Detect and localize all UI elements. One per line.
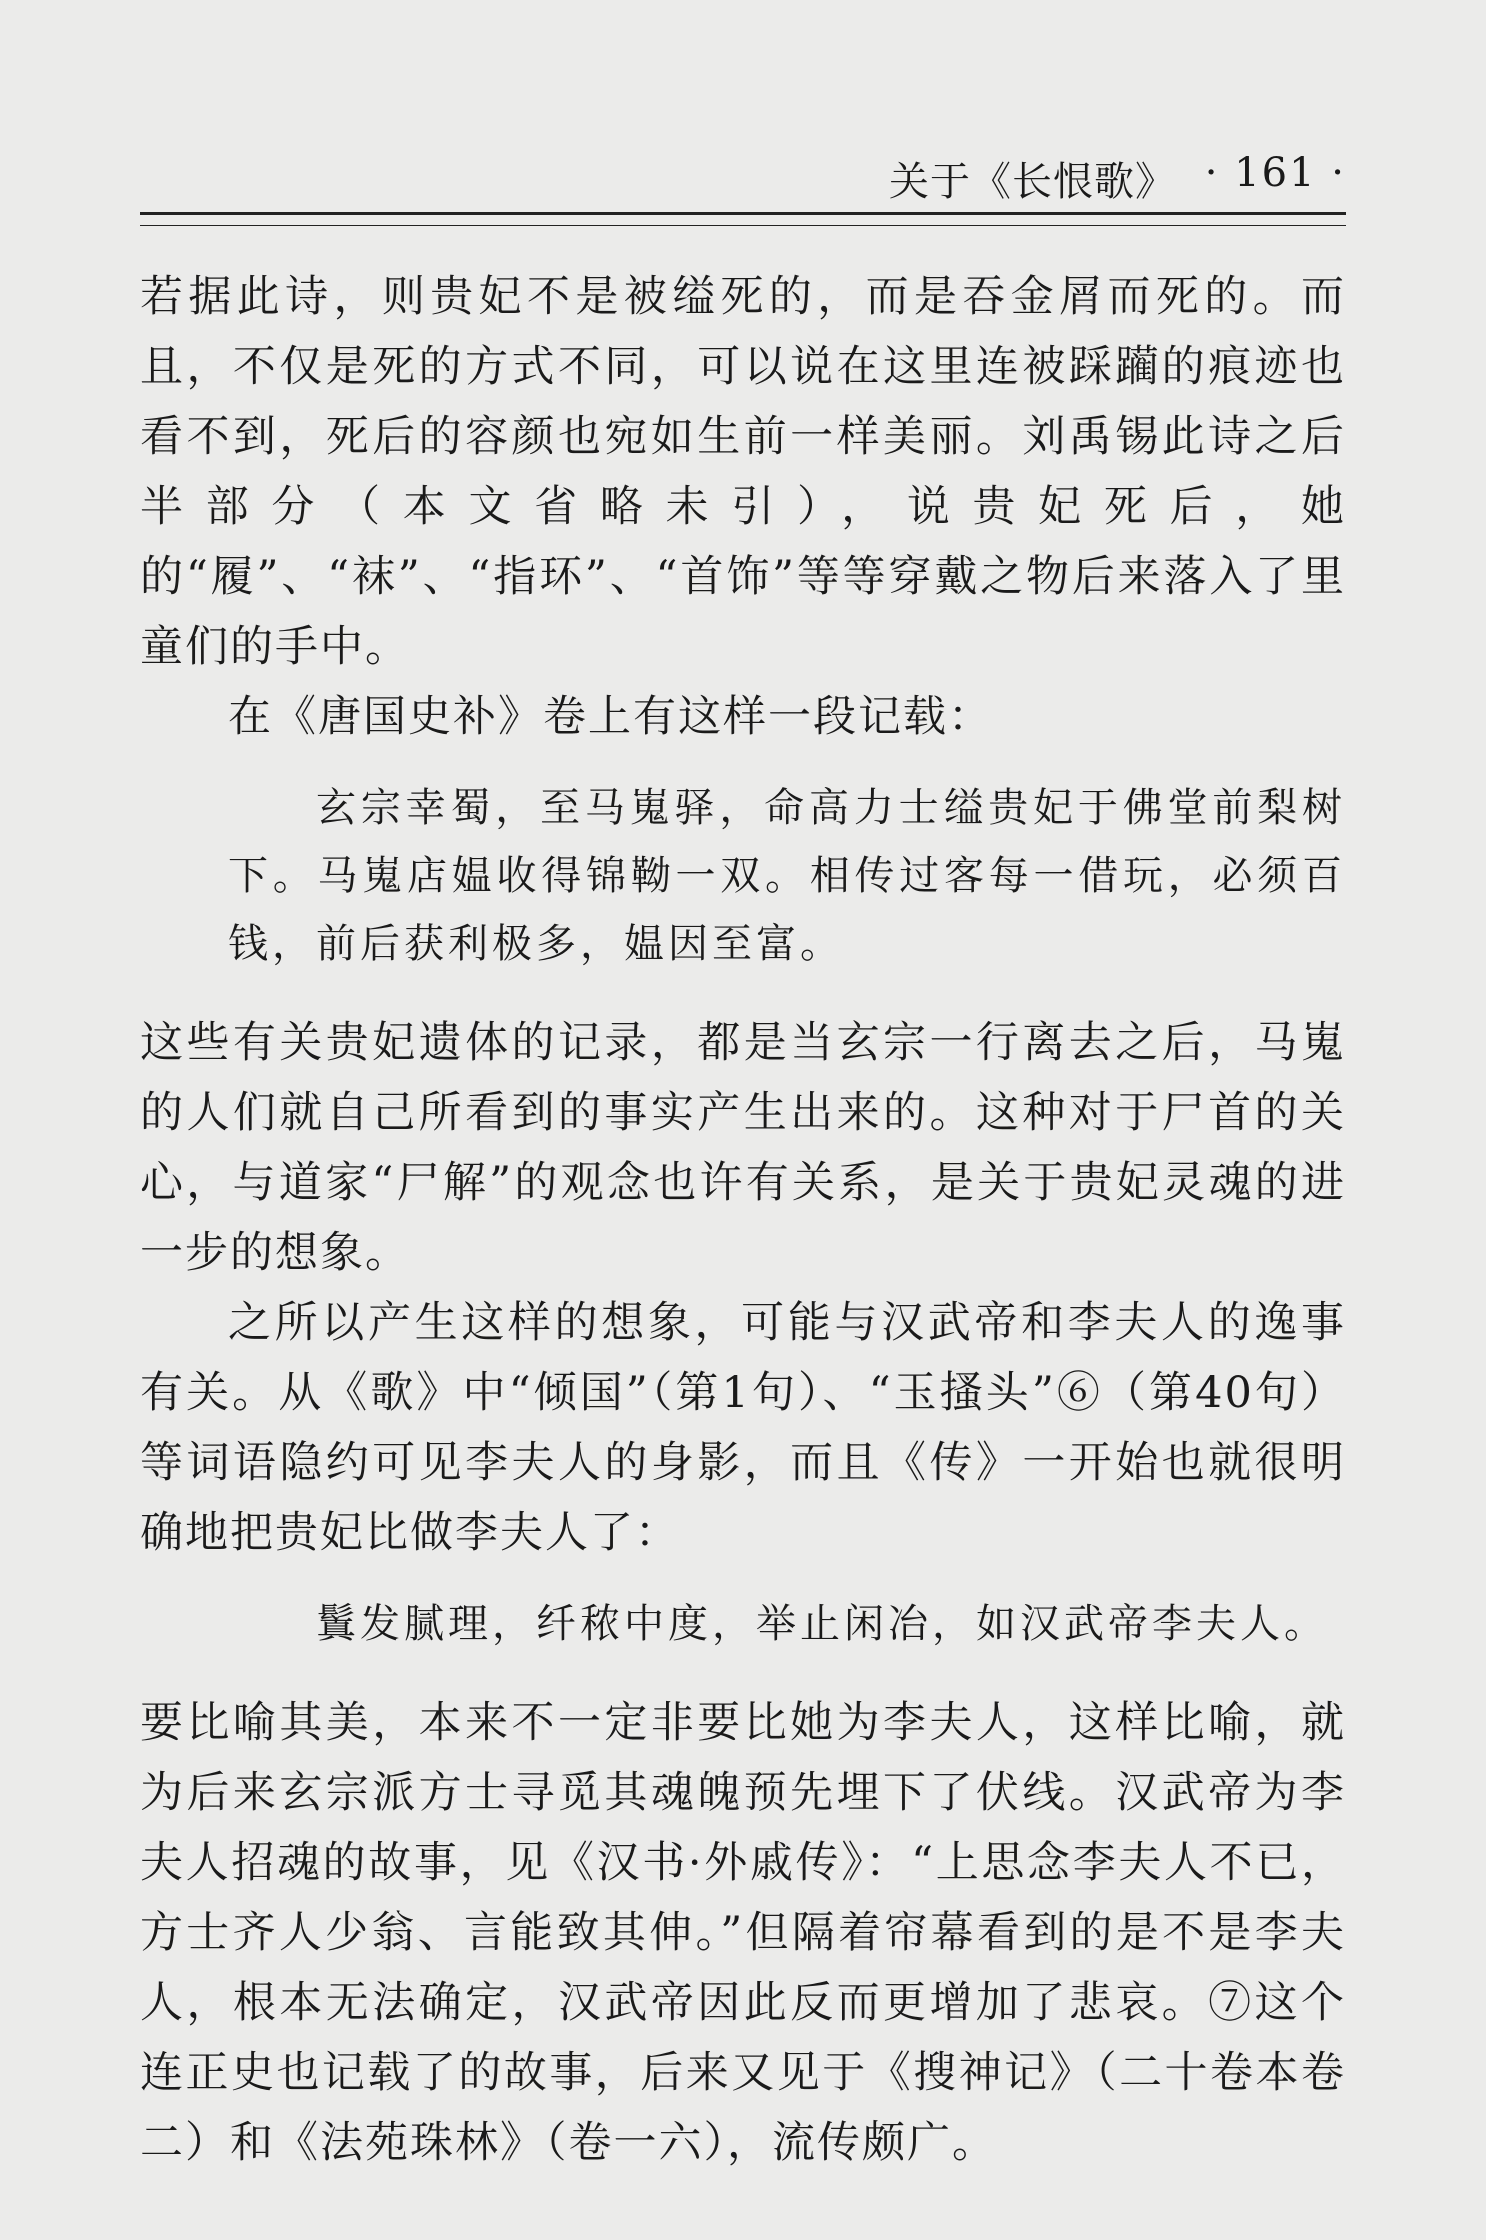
paragraph-5: 要比喻其美，本来不一定非要比她为李夫人，这样比喻，就为后来玄宗派方士寻觅其魂魄预先埋下了伏线。汉武帝为李夫人招魂的故事，见《汉书·外戚传》：“上思念李夫人不已，方士齐人少翁、言能致其伸。”但隔着帘幕看到的是不是李夫人，根本无法确定，汉武帝因此反而更增加了悲哀。⑦这个连正史也记载了的故事，后来又见于《搜神记》（二十卷本卷二）和《法苑珠林》（卷一六），流传颇广。	[140, 1698, 1346, 2168]
paragraph-3: 这些有关贵妃遗体的记录，都是当玄宗一行离去之后，马嵬的人们就自己所看到的事实产生出来的。这种对于尸首的关心，与道家“尸解”的观念也许有关系，是关于贵妃灵魂的进一步的想象。	[140, 1018, 1346, 1278]
paragraph-1: 若据此诗，则贵妃不是被缢死的，而是吞金屑而死的。而且，不仅是死的方式不同，可以说在这里连被踩躏的痕迹也看不到，死后的容颜也宛如生前一样美丽。刘禹锡此诗之后半部分（本文省略未引），说贵妃死后，她的“履”、“袜”、“指环”、“首饰”等等穿戴之物后来落入了里童们的手中。	[140, 272, 1346, 672]
page-number: · 161 ·	[1204, 150, 1346, 196]
paragraph-2: 在《唐国史补》卷上有这样一段记载：	[228, 692, 993, 742]
quote-text-2: 鬒发腻理，纤秾中度，举止闲冶，如汉武帝李夫人。	[316, 1601, 1328, 1647]
block-quote-1	[140, 774, 1346, 978]
paragraph-4: 之所以产生这样的想象，可能与汉武帝和李夫人的逸事有关。从《歌》中“倾国”（第1句）、“玉搔头”⑥（第40句）等词语隐约可见李夫人的身影，而且《传》一开始也就很明确地把贵妃比做李夫人了：	[140, 1298, 1346, 1558]
running-title: 关于《长恨歌》	[889, 159, 1176, 205]
block-quote-2	[140, 1590, 1346, 1658]
page-body	[140, 262, 1346, 2178]
quote-text-1: 玄宗幸蜀，至马嵬驿，命高力士缢贵妃于佛堂前梨树下。马嵬店媪收得锦靿一双。相传过客每一借玩，必须百钱，前后获利极多，媪因至富。	[228, 785, 1346, 967]
page-header	[140, 150, 1346, 210]
header-rule	[140, 212, 1346, 226]
